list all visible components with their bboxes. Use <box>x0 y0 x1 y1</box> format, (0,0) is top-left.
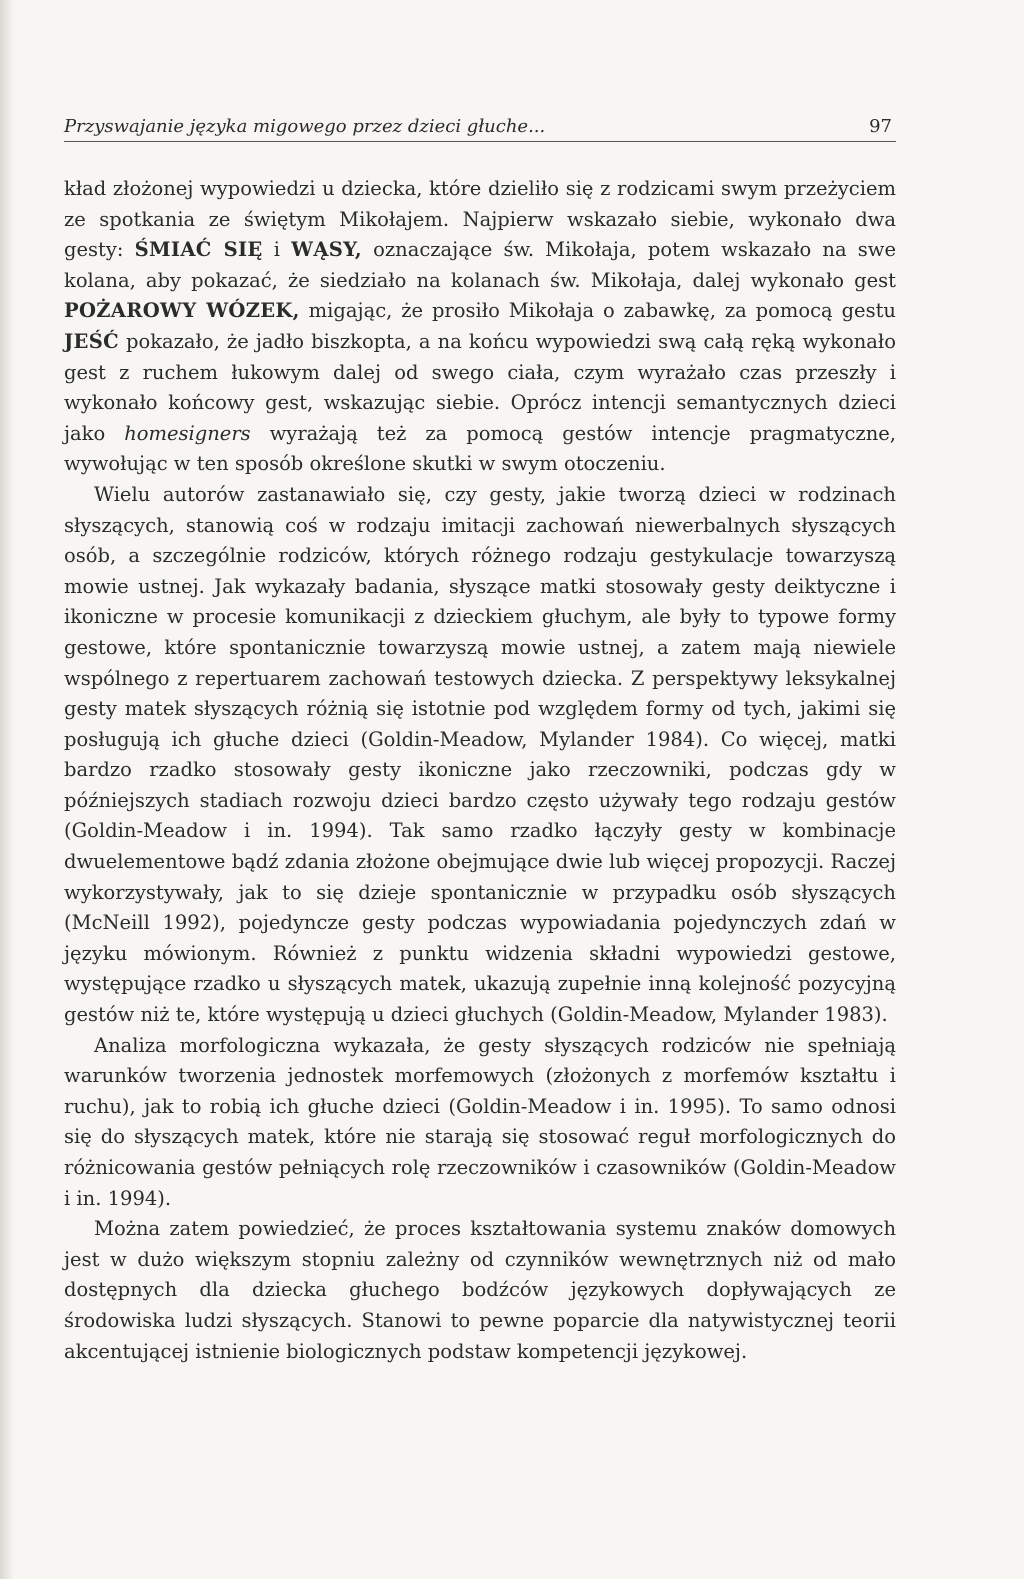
text-run: kład złożonej wypowiedzi u dziecka, które dzieliło się z rodzicami swym przeżyciem ze spotkania ze świętym Mikołajem. Najpierw wskazało siebie, wykonało dwa gesty: <box>64 177 896 262</box>
text-run: pokazało, że jadło biszkopta, a na końcu wypowiedzi swą całą ręką wykonało gest z ruchem łukowym dalej od swego ciała, czym wyrażało czas przeszły i wykonało końcowy gest, wskazując siebie. Oprócz intencji semantycznych dzieci jako <box>64 329 896 445</box>
paragraph-2 <box>64 480 896 1031</box>
text-run: oznaczające św. Mikołaja, potem wskazało na swe kolana, aby pokazać, że siedziało na kolanach św. Mikołaja, dalej wykonało gest <box>64 238 897 292</box>
body-text <box>64 174 896 1367</box>
page-binding-shadow <box>0 0 14 1579</box>
text-run: wyrażają też za pomocą gestów intencje pragmatyczne, wywołując w ten sposób określone skutki w swym otoczeniu. <box>64 421 896 476</box>
sign-gloss: ŚMIAĆ SIĘ <box>134 238 263 262</box>
running-header <box>64 112 896 142</box>
italic-term: homesigners <box>124 421 251 445</box>
sign-gloss: WĄSY, <box>291 238 362 262</box>
text-run: migając, że prosiło Mikołaja o zabawkę, za pomocą gestu <box>299 299 896 323</box>
text-run: i <box>262 238 292 262</box>
sign-gloss: JEŚĆ <box>64 329 119 353</box>
running-title: Przyswajanie języka migowego przez dzieci głuche... <box>64 116 546 137</box>
paragraph-4 <box>64 1214 896 1367</box>
paragraph-3 <box>64 1031 896 1215</box>
text-run: Wielu autorów zastanawiało się, czy gesty, jakie tworzą dzieci w rodzinach słyszących, stanowią coś w rodzaju imitacji zachowań niewerbalnych słyszących osób, a szczególnie rodziców, których różnego rodzaju gestykulacje towarzyszą mowie ustnej. Jak wykazały badania, słyszące matki stosowały gesty deiktyczne i ikoniczne w procesie komunikacji z dzieckiem głuchym, ale były to typowe formy gestowe, które spontanicznie towarzyszą mowie ustnej, a zatem mają niewiele wspólnego z repertuarem zachowań testowych dziecka. Z perspektywy leksykalnej gesty matek słyszących różnią się istotnie pod względem formy od tych, jakimi się posługują ich głuche dzieci (Goldin-Meadow, Mylander 1984). Co więcej, matki bardzo rzadko stosowały gesty ikoniczne jako rzeczowniki, podczas gdy w późniejszych stadiach rozwoju dzieci bardzo często używały tego rodzaju gestów (Goldin-Meadow i in. 1994). Tak samo rzadko łączyły gesty w kombinacje dwuelementowe bądź zdania złożone obejmujące dwie lub więcej propozycji. Raczej wykorzystywały, jak to się dzieje spontanicznie w przypadku osób słyszących (McNeill 1992), pojedyncze gesty podczas wypowiadania pojedynczych zdań w języku mówionym. Również z punktu widzenia składni wypowiedzi gestowe, występujące rzadko u słyszących matek, ukazują zupełnie inną kolejność pozycyjną gestów niż te, które występują u dzieci głuchych (Goldin-Meadow, Mylander 1983). <box>64 482 896 1027</box>
page-number: 97 <box>869 116 892 137</box>
text-run: Można zatem powiedzieć, że proces kształtowania systemu znaków domowych jest w dużo większym stopniu zależny od czynników wewnętrznych niż od mało dostępnych dla dziecka głuchego bodźców językowych dopływających ze środowiska ludzi słyszących. Stanowi to pewne poparcie dla natywistycznej teorii akcentującej istnienie biologicznych podstaw kompetencji językowej. <box>64 1217 896 1363</box>
sign-gloss: POŻAROWY WÓZEK, <box>64 299 300 323</box>
paragraph-1 <box>64 174 896 480</box>
text-run: Analiza morfologiczna wykazała, że gesty słyszących rodziców nie spełniają warunków tworzenia jednostek morfemowych (złożonych z morfemów kształtu i ruchu), jak to robią ich głuche dzieci (Goldin-Meadow i in. 1995). To samo odnosi się do słyszących matek, które nie starają się stosować reguł morfologicznych do różnicowania gestów pełniących rolę rzeczowników i czasowników (Goldin-Meadow i in. 1994). <box>64 1033 896 1210</box>
